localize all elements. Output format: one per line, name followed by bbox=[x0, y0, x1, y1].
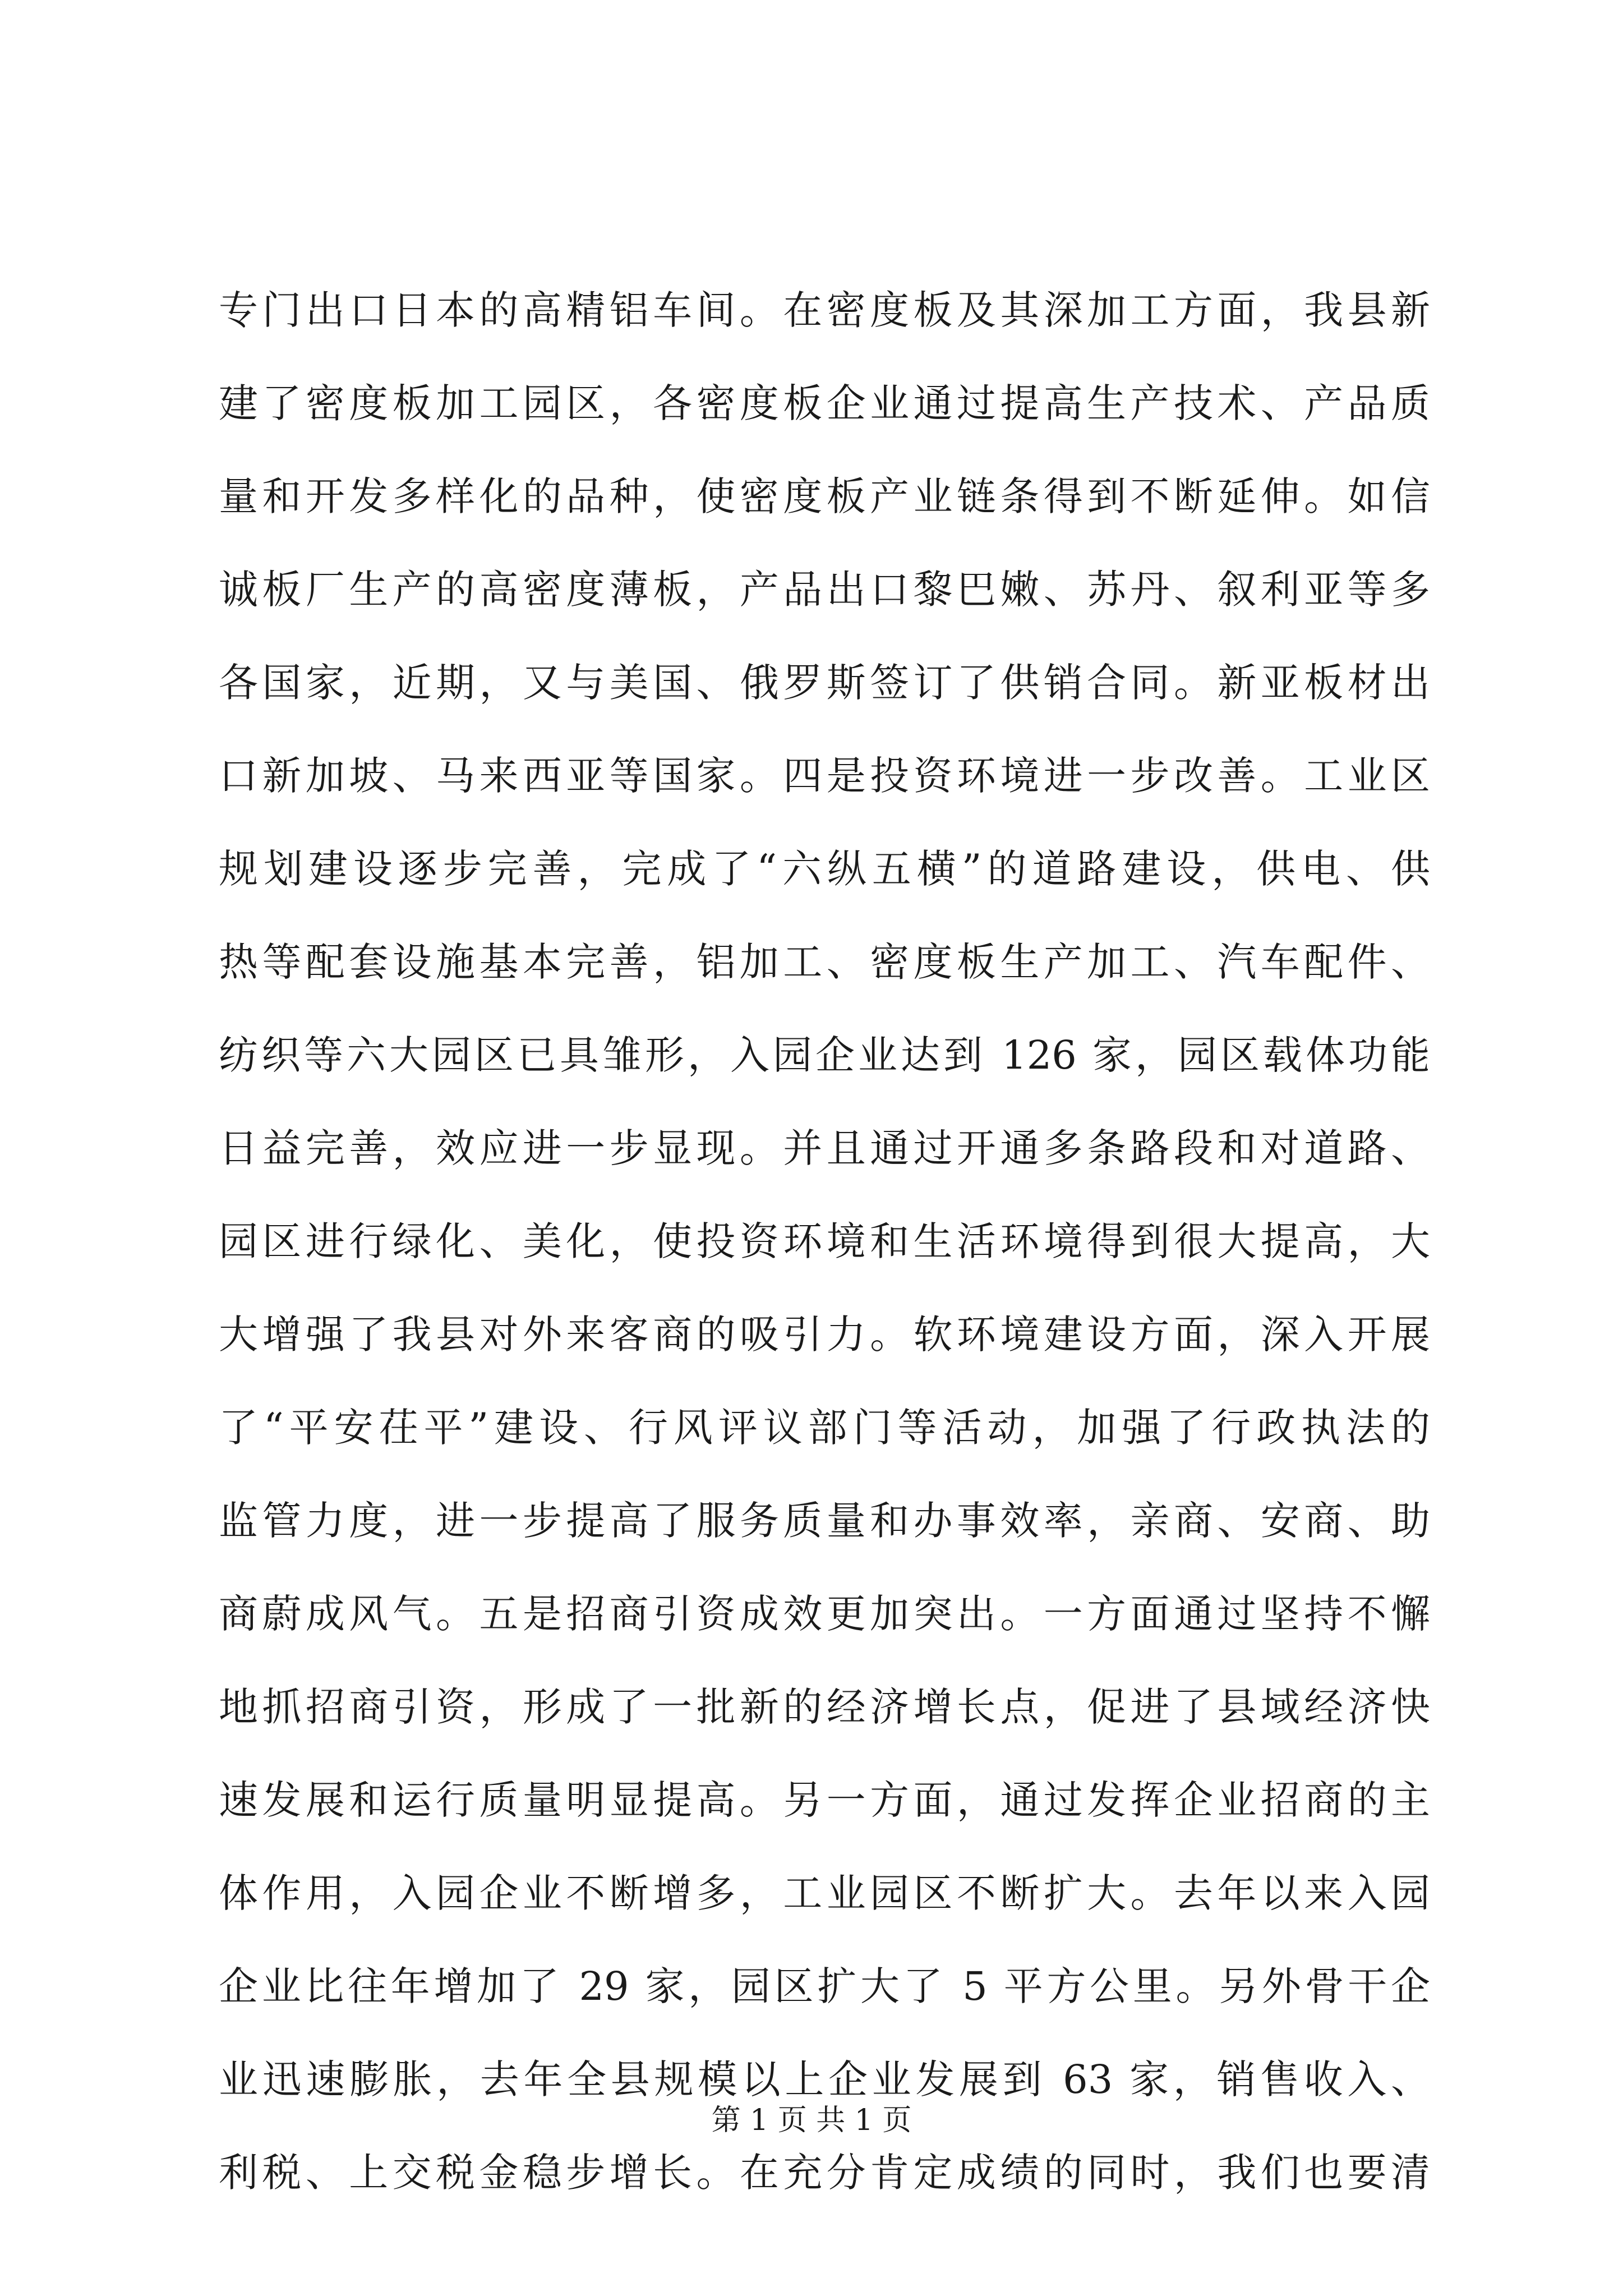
page-number-footer: 第 1 页 共 1 页 bbox=[711, 2104, 912, 2137]
text-line: 专门出口日本的高精铝车间。在密度板及其深加工方面，我县新 bbox=[219, 287, 1430, 333]
body-text bbox=[219, 264, 1430, 2219]
text-line: 了“平安茌平”建设、行风评议部门等活动，加强了行政执法的 bbox=[219, 1405, 1430, 1451]
text-line: 商蔚成风气。五是招商引资成效更加突出。一方面通过坚持不懈 bbox=[219, 1591, 1430, 1637]
text-line: 规划建设逐步完善，完成了“六纵五横”的道路建设，供电、供 bbox=[219, 846, 1430, 892]
text-line: 大增强了我县对外来客商的吸引力。软环境建设方面，深入开展 bbox=[219, 1312, 1430, 1358]
text-line: 企业比往年增加了 29 家，园区扩大了 5 平方公里。另外骨干企 bbox=[219, 1963, 1430, 2009]
text-line: 体作用，入园企业不断增多，工业园区不断扩大。去年以来入园 bbox=[219, 1870, 1430, 1916]
text-line: 建了密度板加工园区，各密度板企业通过提高生产技术、产品质 bbox=[219, 380, 1430, 426]
text-line: 各国家，近期，又与美国、俄罗斯签订了供销合同。新亚板材出 bbox=[219, 660, 1430, 706]
text-line: 利税、上交税金稳步增长。在充分肯定成绩的同时，我们也要清 bbox=[219, 2150, 1430, 2196]
text-line: 监管力度，进一步提高了服务质量和办事效率，亲商、安商、助 bbox=[219, 1498, 1430, 1544]
text-line: 日益完善，效应进一步显现。并且通过开通多条路段和对道路、 bbox=[219, 1125, 1430, 1171]
text-line: 速发展和运行质量明显提高。另一方面，通过发挥企业招商的主 bbox=[219, 1777, 1430, 1823]
text-line: 地抓招商引资，形成了一批新的经济增长点，促进了县域经济快 bbox=[219, 1684, 1430, 1730]
text-line: 口新加坡、马来西亚等国家。四是投资环境进一步改善。工业区 bbox=[219, 753, 1430, 799]
text-line: 热等配套设施基本完善，铝加工、密度板生产加工、汽车配件、 bbox=[219, 939, 1430, 985]
text-line: 纺织等六大园区已具雏形，入园企业达到 126 家，园区载体功能 bbox=[219, 1032, 1430, 1078]
text-line: 园区进行绿化、美化，使投资环境和生活环境得到很大提高，大 bbox=[219, 1218, 1430, 1264]
text-line: 诚板厂生产的高密度薄板，产品出口黎巴嫩、苏丹、叙利亚等多 bbox=[219, 567, 1430, 613]
text-line: 量和开发多样化的品种，使密度板产业链条得到不断延伸。如信 bbox=[219, 473, 1430, 519]
text-line: 业迅速膨胀，去年全县规模以上企业发展到 63 家，销售收入、 bbox=[219, 2056, 1430, 2102]
